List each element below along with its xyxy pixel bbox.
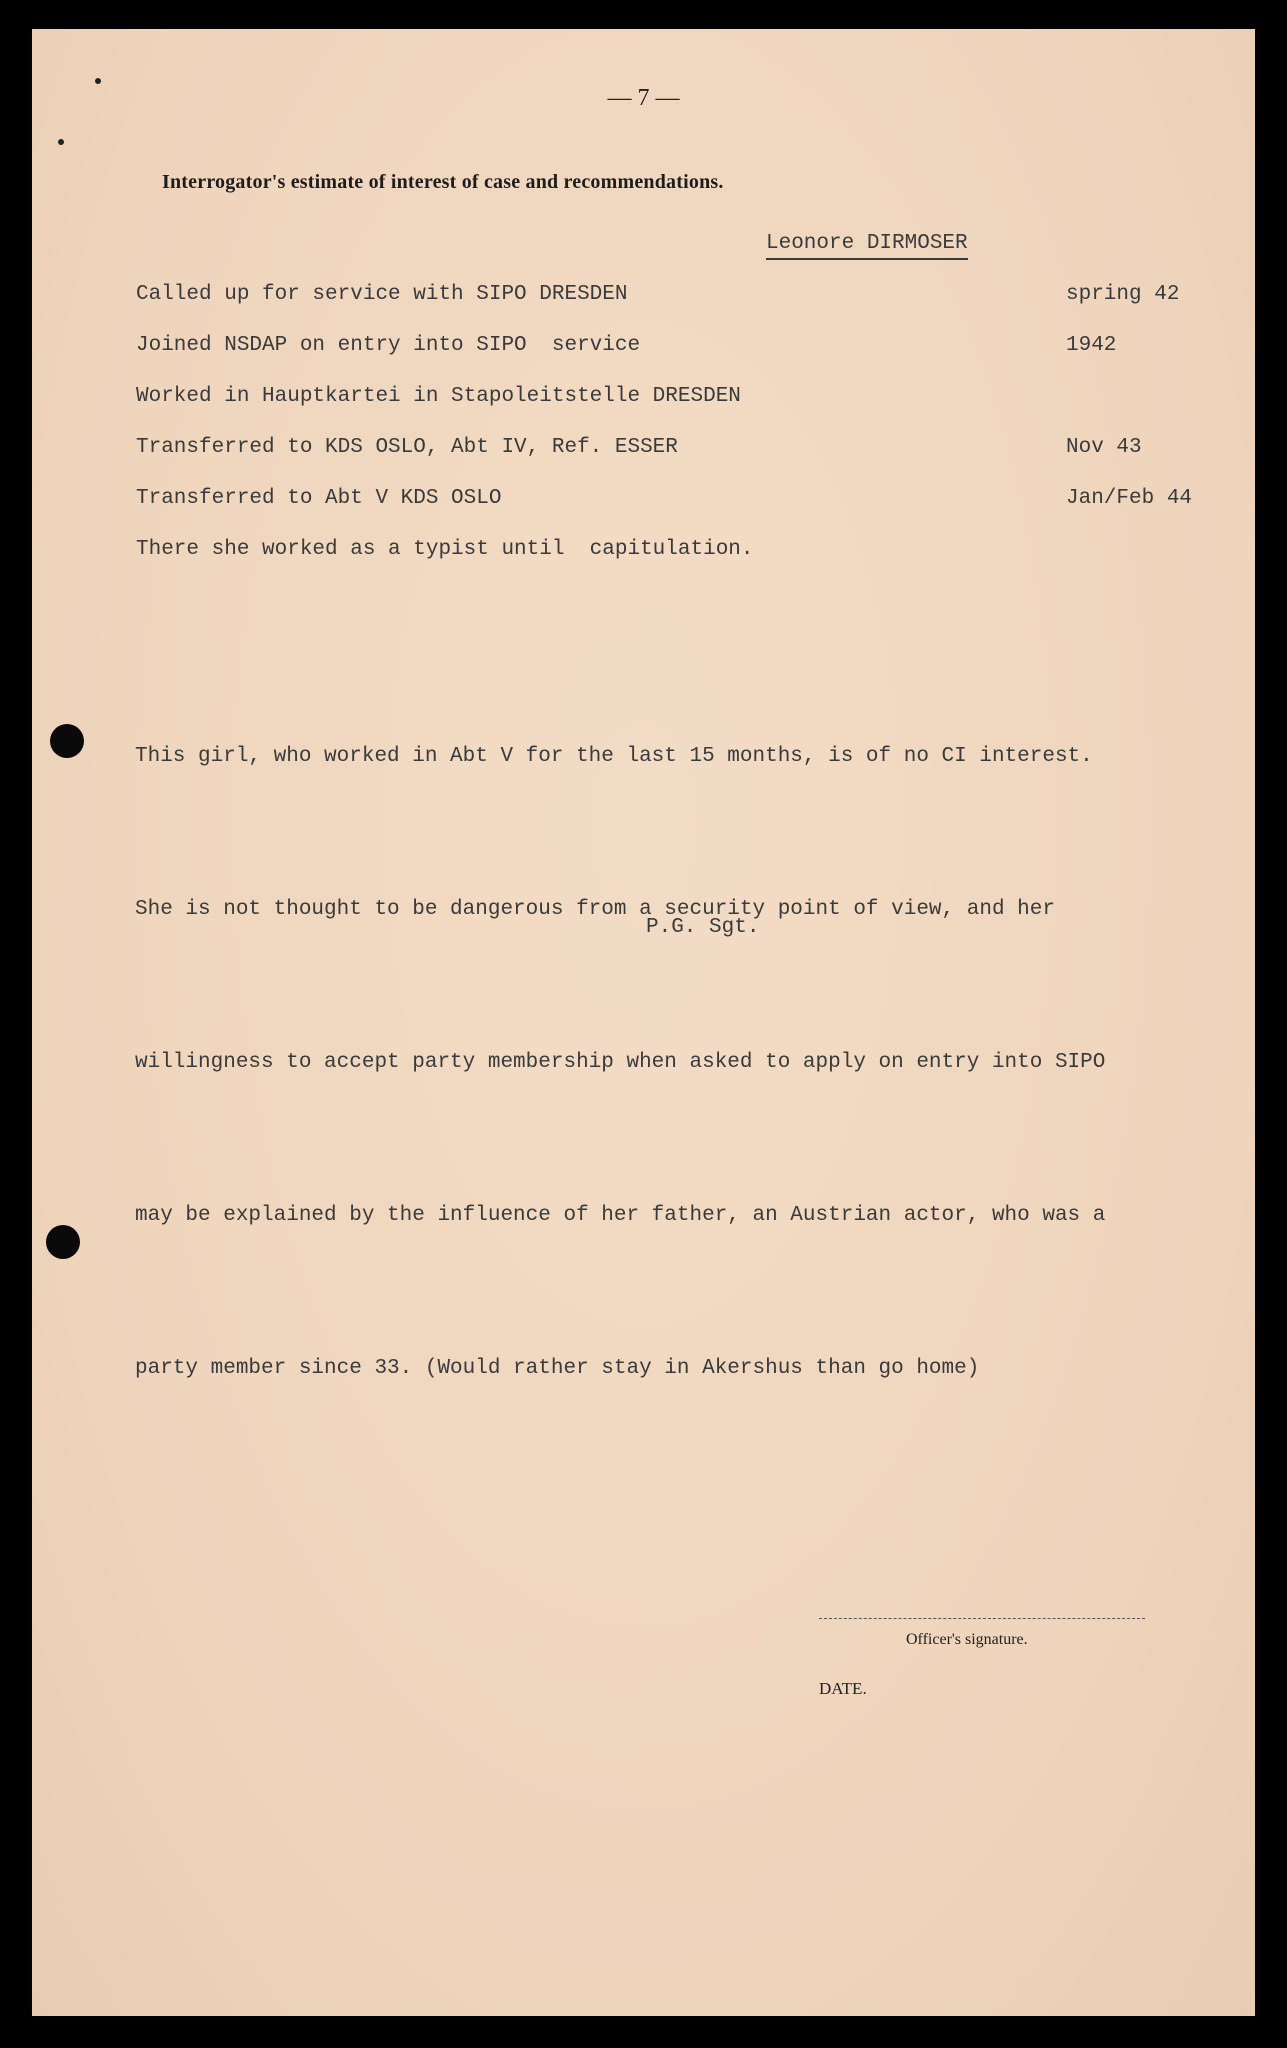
career-row — [136, 283, 1196, 313]
date-label: DATE. — [819, 1679, 867, 1698]
assessment-line: This girl, who worked in Abt V for the last 15 months, is of no CI interest. — [135, 745, 1093, 768]
career-date: Nov 43 — [1066, 436, 1142, 459]
assessment-line: may be explained by the influence of her father, an Austrian actor, who was a — [135, 1204, 1106, 1227]
assessment-paragraph — [135, 629, 1105, 1496]
document-page — [32, 29, 1255, 2016]
career-entry: Joined NSDAP on entry into SIPO service — [136, 334, 641, 357]
career-entry: There she worked as a typist until capitulation. — [136, 538, 754, 561]
career-entry: Worked in Hauptkartei in Stapoleitstelle DRESDEN — [136, 385, 741, 408]
ink-speck — [95, 78, 101, 84]
assessment-line: She is not thought to be dangerous from a security point of view, and her — [135, 898, 1055, 921]
punch-hole-top — [50, 724, 84, 758]
career-row — [136, 538, 1196, 568]
signature-line — [819, 1618, 1145, 1619]
punch-hole-bottom — [46, 1225, 80, 1259]
interrogator-signoff: P.G. Sgt. — [646, 916, 760, 939]
career-date: 1942 — [1066, 334, 1117, 357]
assessment-line: party member since 33. (Would rather stay in Akershus than go home) — [135, 1357, 980, 1380]
page-number: — 7 — — [607, 85, 680, 111]
career-entry: Called up for service with SIPO DRESDEN — [136, 283, 628, 306]
career-date: Jan/Feb 44 — [1066, 487, 1193, 510]
section-heading: Interrogator's estimate of interest of case and recommendations. — [162, 171, 724, 193]
career-row — [136, 487, 1196, 517]
career-row — [136, 385, 1196, 415]
signature-caption: Officer's signature. — [906, 1631, 1028, 1648]
career-date: spring 42 — [1066, 283, 1180, 306]
subject-name: Leonore DIRMOSER — [766, 232, 968, 260]
career-row — [136, 436, 1196, 466]
ink-speck — [58, 139, 64, 145]
assessment-line: willingness to accept party membership when asked to apply on entry into SIPO — [135, 1051, 1106, 1074]
career-entry: Transferred to KDS OSLO, Abt IV, Ref. ESSER — [136, 436, 678, 459]
career-entry: Transferred to Abt V KDS OSLO — [136, 487, 502, 510]
career-row — [136, 334, 1196, 364]
